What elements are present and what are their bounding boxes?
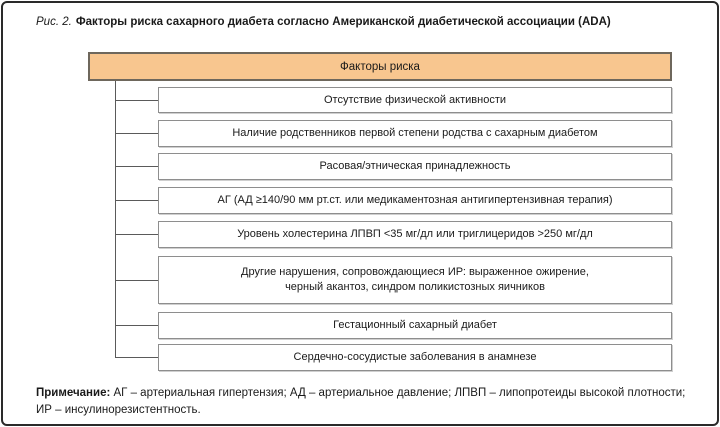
risk-factor-node-first-degree-relatives [158, 120, 672, 147]
footnote-line-2: ИР – инсулинорезистентность. [36, 404, 201, 416]
root-node-label: Факторы риска [340, 60, 420, 73]
footnote-line-1 [36, 385, 685, 402]
risk-factor-node-physical-inactivity [158, 87, 672, 113]
tree-branch-line [115, 280, 158, 281]
tree-trunk-line [115, 81, 116, 358]
figure-number: Рис. 2. [36, 16, 72, 28]
tree-branch-line [115, 166, 158, 167]
node-label: Наличие родственников первой степени родства с сахарным диабетом [232, 127, 598, 139]
risk-factor-node-gestational-diabetes [158, 312, 672, 339]
node-label: АГ (АД ≥140/90 мм рт.ст. или медикаментозная антигипертензивная терапия) [217, 194, 613, 206]
tree-branch-line [115, 100, 158, 101]
risk-factor-node-hypertension [158, 187, 672, 214]
node-label: Другие нарушения, сопровождающиеся ИР: выраженное ожирение, [241, 266, 589, 278]
node-label: Гестационный сахарный диабет [333, 319, 497, 331]
tree-branch-line [115, 234, 158, 235]
tree-branch-line [115, 325, 158, 326]
footnote [36, 385, 685, 419]
risk-factor-node-hdl-triglycerides [158, 221, 672, 248]
figure-frame [1, 1, 719, 426]
risk-factor-node-insulin-resistance-conditions [158, 256, 672, 304]
footnote-text: АГ – артериальная гипертензия; АД – артериальное давление; ЛПВП – липопротеиды высокой плотности; [113, 387, 686, 399]
root-node-risk-factors [88, 52, 672, 81]
footnote-label: Примечание: [36, 387, 111, 399]
figure-title: Факторы риска сахарного диабета согласно Американской диабетической ассоциации (ADA) [75, 16, 611, 28]
node-label: Уровень холестерина ЛПВП <35 мг/дл или триглицеридов >250 мг/дл [237, 228, 593, 240]
node-label: Сердечно-сосудистые заболевания в анамнезе [293, 351, 537, 363]
figure-caption [36, 16, 611, 28]
risk-factor-node-cardiovascular-history [158, 344, 672, 371]
node-label: Отсутствие физической активности [323, 93, 507, 106]
node-label: Расовая/этническая принадлежность [319, 160, 511, 172]
tree-branch-line [115, 133, 158, 134]
node-label-line2: черный акантоз, синдром поликистозных яичников [285, 281, 545, 293]
tree-branch-line [115, 357, 158, 358]
risk-factor-node-ethnicity [158, 153, 672, 180]
tree-branch-line [115, 200, 158, 201]
